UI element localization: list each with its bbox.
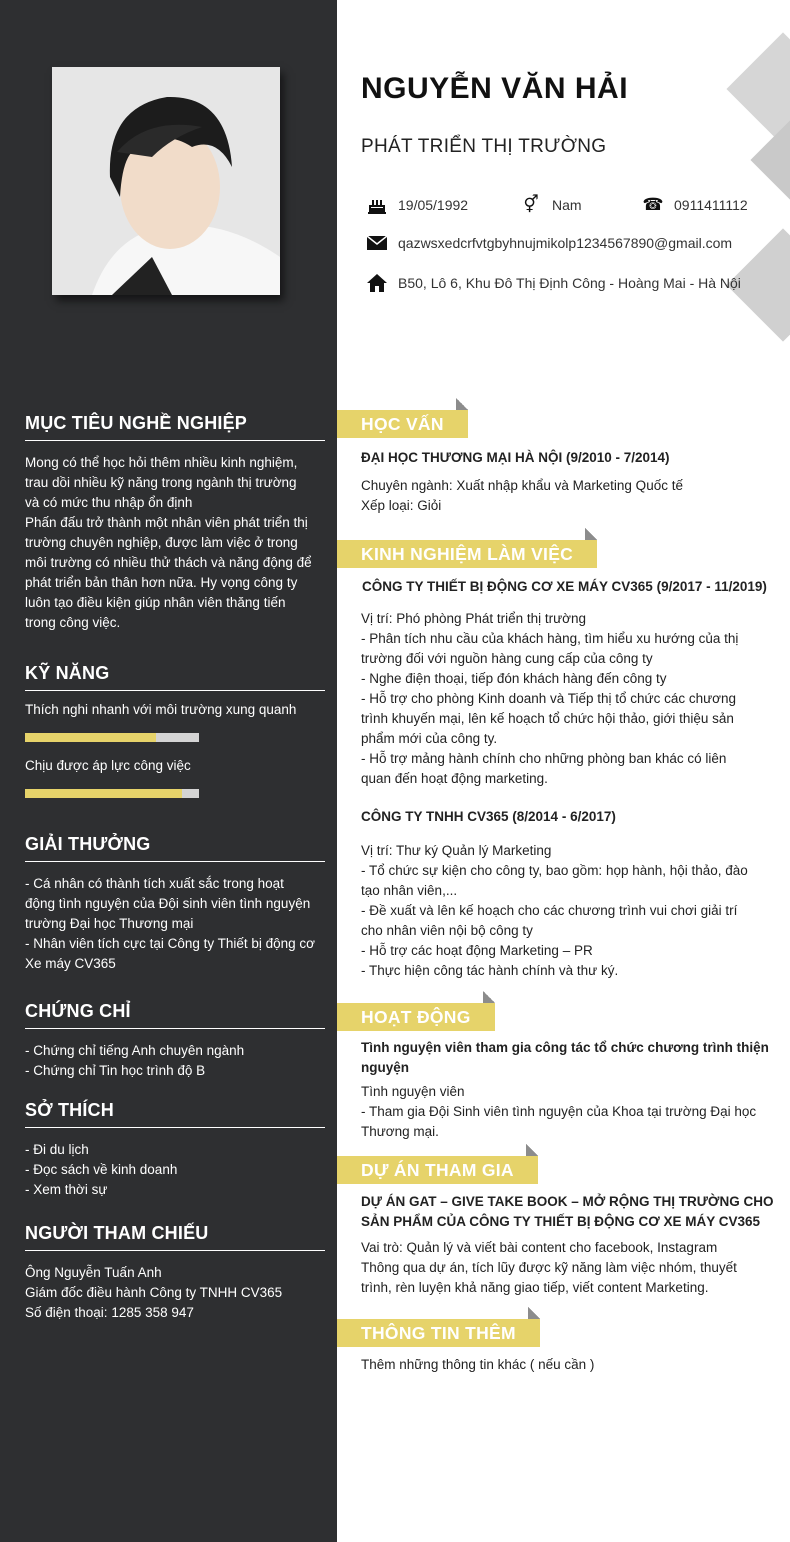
activity-details: Tình nguyện viên - Tham gia Đội Sinh viên tình nguyện của Khoa tại trường Đại học Thương mại.	[361, 1084, 757, 1139]
gender-value: Nam	[552, 197, 582, 213]
hobbies-text: - Đi du lịch - Đọc sách về kinh doanh - Xem thời sự	[25, 1142, 178, 1197]
phone-icon: ☎	[642, 195, 664, 214]
hobbies-title: SỞ THÍCH	[25, 1100, 325, 1128]
experience-section	[337, 540, 790, 981]
address-info	[366, 273, 741, 293]
phone-value: 0911411112	[674, 197, 748, 213]
cake-icon	[366, 195, 388, 215]
job-details: Vị trí: Phó phòng Phát triển thị trường - Phân tích nhu cầu của khách hàng, tìm hiểu xu hướng của thị trường đối với nguồn hàng cung cấp của công ty - Nghe điện thoại, tiếp đón khách hàng đến công ty - Hỗ trợ cho phòng Kinh doanh và Tiếp thị tổ chức các chương trình khuyến mại, lên kế hoạch tổ chức hội thảo, giới thiệu sản phẩm mới của công ty. - Hỗ trợ mảng hành chính cho những phòng ban khác có liên quan đến hoạt động marketing.	[361, 611, 739, 786]
additional-title: THÔNG TIN THÊM	[361, 1323, 516, 1343]
awards-section	[25, 834, 325, 974]
projects-section	[337, 1156, 790, 1298]
email-value: qazwsxedcrfvtgbyhnujmikolp1234567890@gmail.com	[398, 235, 733, 251]
activities-section	[337, 1003, 790, 1142]
profile-photo	[52, 67, 280, 295]
activities-heading	[337, 1003, 495, 1031]
gender-icon: ⚥	[523, 195, 539, 214]
certificates-section	[25, 1001, 325, 1081]
skills-section	[25, 663, 325, 812]
education-title: HỌC VẤN	[361, 414, 444, 434]
email-info	[366, 233, 732, 253]
education-heading	[337, 410, 468, 438]
birthday-info	[366, 195, 468, 215]
additional-heading	[337, 1319, 540, 1347]
certificates-title: CHỨNG CHỈ	[25, 1001, 325, 1029]
additional-text: Thêm những thông tin khác ( nếu cần )	[361, 1357, 595, 1372]
gender-info	[520, 195, 582, 215]
objective-text: Mong có thể học hỏi thêm nhiều kinh nghiệm, trau dồi nhiều kỹ năng trong ngành thị trường và có mức thu nhập ổn định Phấn đấu trở thành một nhân viên phát triển thị trường chuyên nghiệp, được làm việc ở trong môi trường có nhiều thử thách và năng động để phát triển bản thân hơn nữa. Hy vọng công ty luôn tạo điều kiện giúp nhân viên thăng tiến trong công việc.	[25, 455, 312, 630]
references-text: Ông Nguyễn Tuấn Anh Giám đốc điều hành Công ty TNHH CV365 Số điện thoại: 1285 358 947	[25, 1265, 283, 1320]
home-icon	[366, 273, 388, 293]
skill-bar-fill	[25, 789, 182, 798]
certificates-text: - Chứng chỉ tiếng Anh chuyên ngành - Chứng chỉ Tin học trình độ B	[25, 1043, 245, 1078]
candidate-name: NGUYỄN VĂN HẢI	[361, 72, 629, 105]
address-value: B50, Lô 6, Khu Đô Thị Định Công - Hoàng Mai - Hà Nội	[398, 275, 741, 291]
projects-title: DỰ ÁN THAM GIA	[361, 1160, 514, 1180]
skill-bar	[25, 789, 199, 798]
skills-title: KỸ NĂNG	[25, 663, 325, 691]
job-details: Vị trí: Thư ký Quản lý Marketing - Tổ chức sự kiện cho công ty, bao gồm: họp hành, hội thảo, đào tạo nhân viên,... - Đề xuất và lên kế hoạch cho các chương trình vui chơi giải trí cho nhân viên nội bộ công ty - Hỗ trợ các hoạt động Marketing – PR - Thực hiện công tác hành chính và thư ký.	[361, 843, 748, 978]
sidebar	[0, 0, 337, 1542]
phone-info	[642, 195, 748, 215]
projects-heading	[337, 1156, 538, 1184]
education-school: ĐẠI HỌC THƯƠNG MẠI HÀ NỘI (9/2010 - 7/2014)	[361, 450, 670, 465]
project-details: Vai trò: Quản lý và viết bài content cho facebook, Instagram Thông qua dự án, tích lũy được kỹ năng làm việc nhóm, thuyết trình, rèn luyện khả năng giao tiếp, viết content Marketing.	[361, 1240, 737, 1295]
project-heading: DỰ ÁN GAT – GIVE TAKE BOOK – MỞ RỘNG THỊ TRƯỜNG CHO SẢN PHẨM CỦA CÔNG TY THIẾT BỊ ĐỘNG CƠ XE MÁY CV365	[361, 1194, 774, 1229]
awards-text: - Cá nhân có thành tích xuất sắc trong hoạt động tình nguyện của Đội sinh viên tình nguyện trường Đại học Thương mại - Nhân viên tích cực tại Công ty Thiết bị động cơ Xe máy CV365	[25, 876, 316, 971]
experience-heading	[337, 540, 597, 568]
skill-name: Thích nghi nhanh với môi trường xung quanh	[25, 702, 297, 717]
objective-title: MỤC TIÊU NGHỀ NGHIỆP	[25, 413, 325, 441]
education-details: Chuyên ngành: Xuất nhập khẩu và Marketing Quốc tế Xếp loại: Giỏi	[361, 478, 683, 513]
activity-heading: Tình nguyện viên tham gia công tác tổ chức chương trình thiện nguyện	[361, 1040, 769, 1075]
additional-section	[337, 1319, 790, 1375]
experience-title: KINH NGHIỆM LÀM VIỆC	[361, 544, 574, 564]
references-title: NGƯỜI THAM CHIẾU	[25, 1223, 325, 1251]
awards-title: GIẢI THƯỞNG	[25, 834, 325, 862]
objective-section	[25, 413, 325, 633]
skill-bar	[25, 733, 199, 742]
education-section	[337, 410, 790, 516]
job-company: CÔNG TY TNHH CV365 (8/2014 - 6/2017)	[361, 809, 616, 824]
skill-name: Chịu được áp lực công việc	[25, 758, 191, 773]
skill-bar-fill	[25, 733, 156, 742]
hobbies-section	[25, 1100, 325, 1200]
envelope-icon	[366, 233, 388, 253]
main-column	[337, 0, 790, 1542]
references-section	[25, 1223, 325, 1323]
birthday-value: 19/05/1992	[398, 197, 469, 213]
candidate-position: PHÁT TRIỂN THỊ TRƯỜNG	[361, 136, 607, 157]
activities-title: HOẠT ĐỘNG	[361, 1007, 471, 1027]
job-company: CÔNG TY THIẾT BỊ ĐỘNG CƠ XE MÁY CV365 (9/2017 - 11/2019)	[362, 579, 767, 594]
